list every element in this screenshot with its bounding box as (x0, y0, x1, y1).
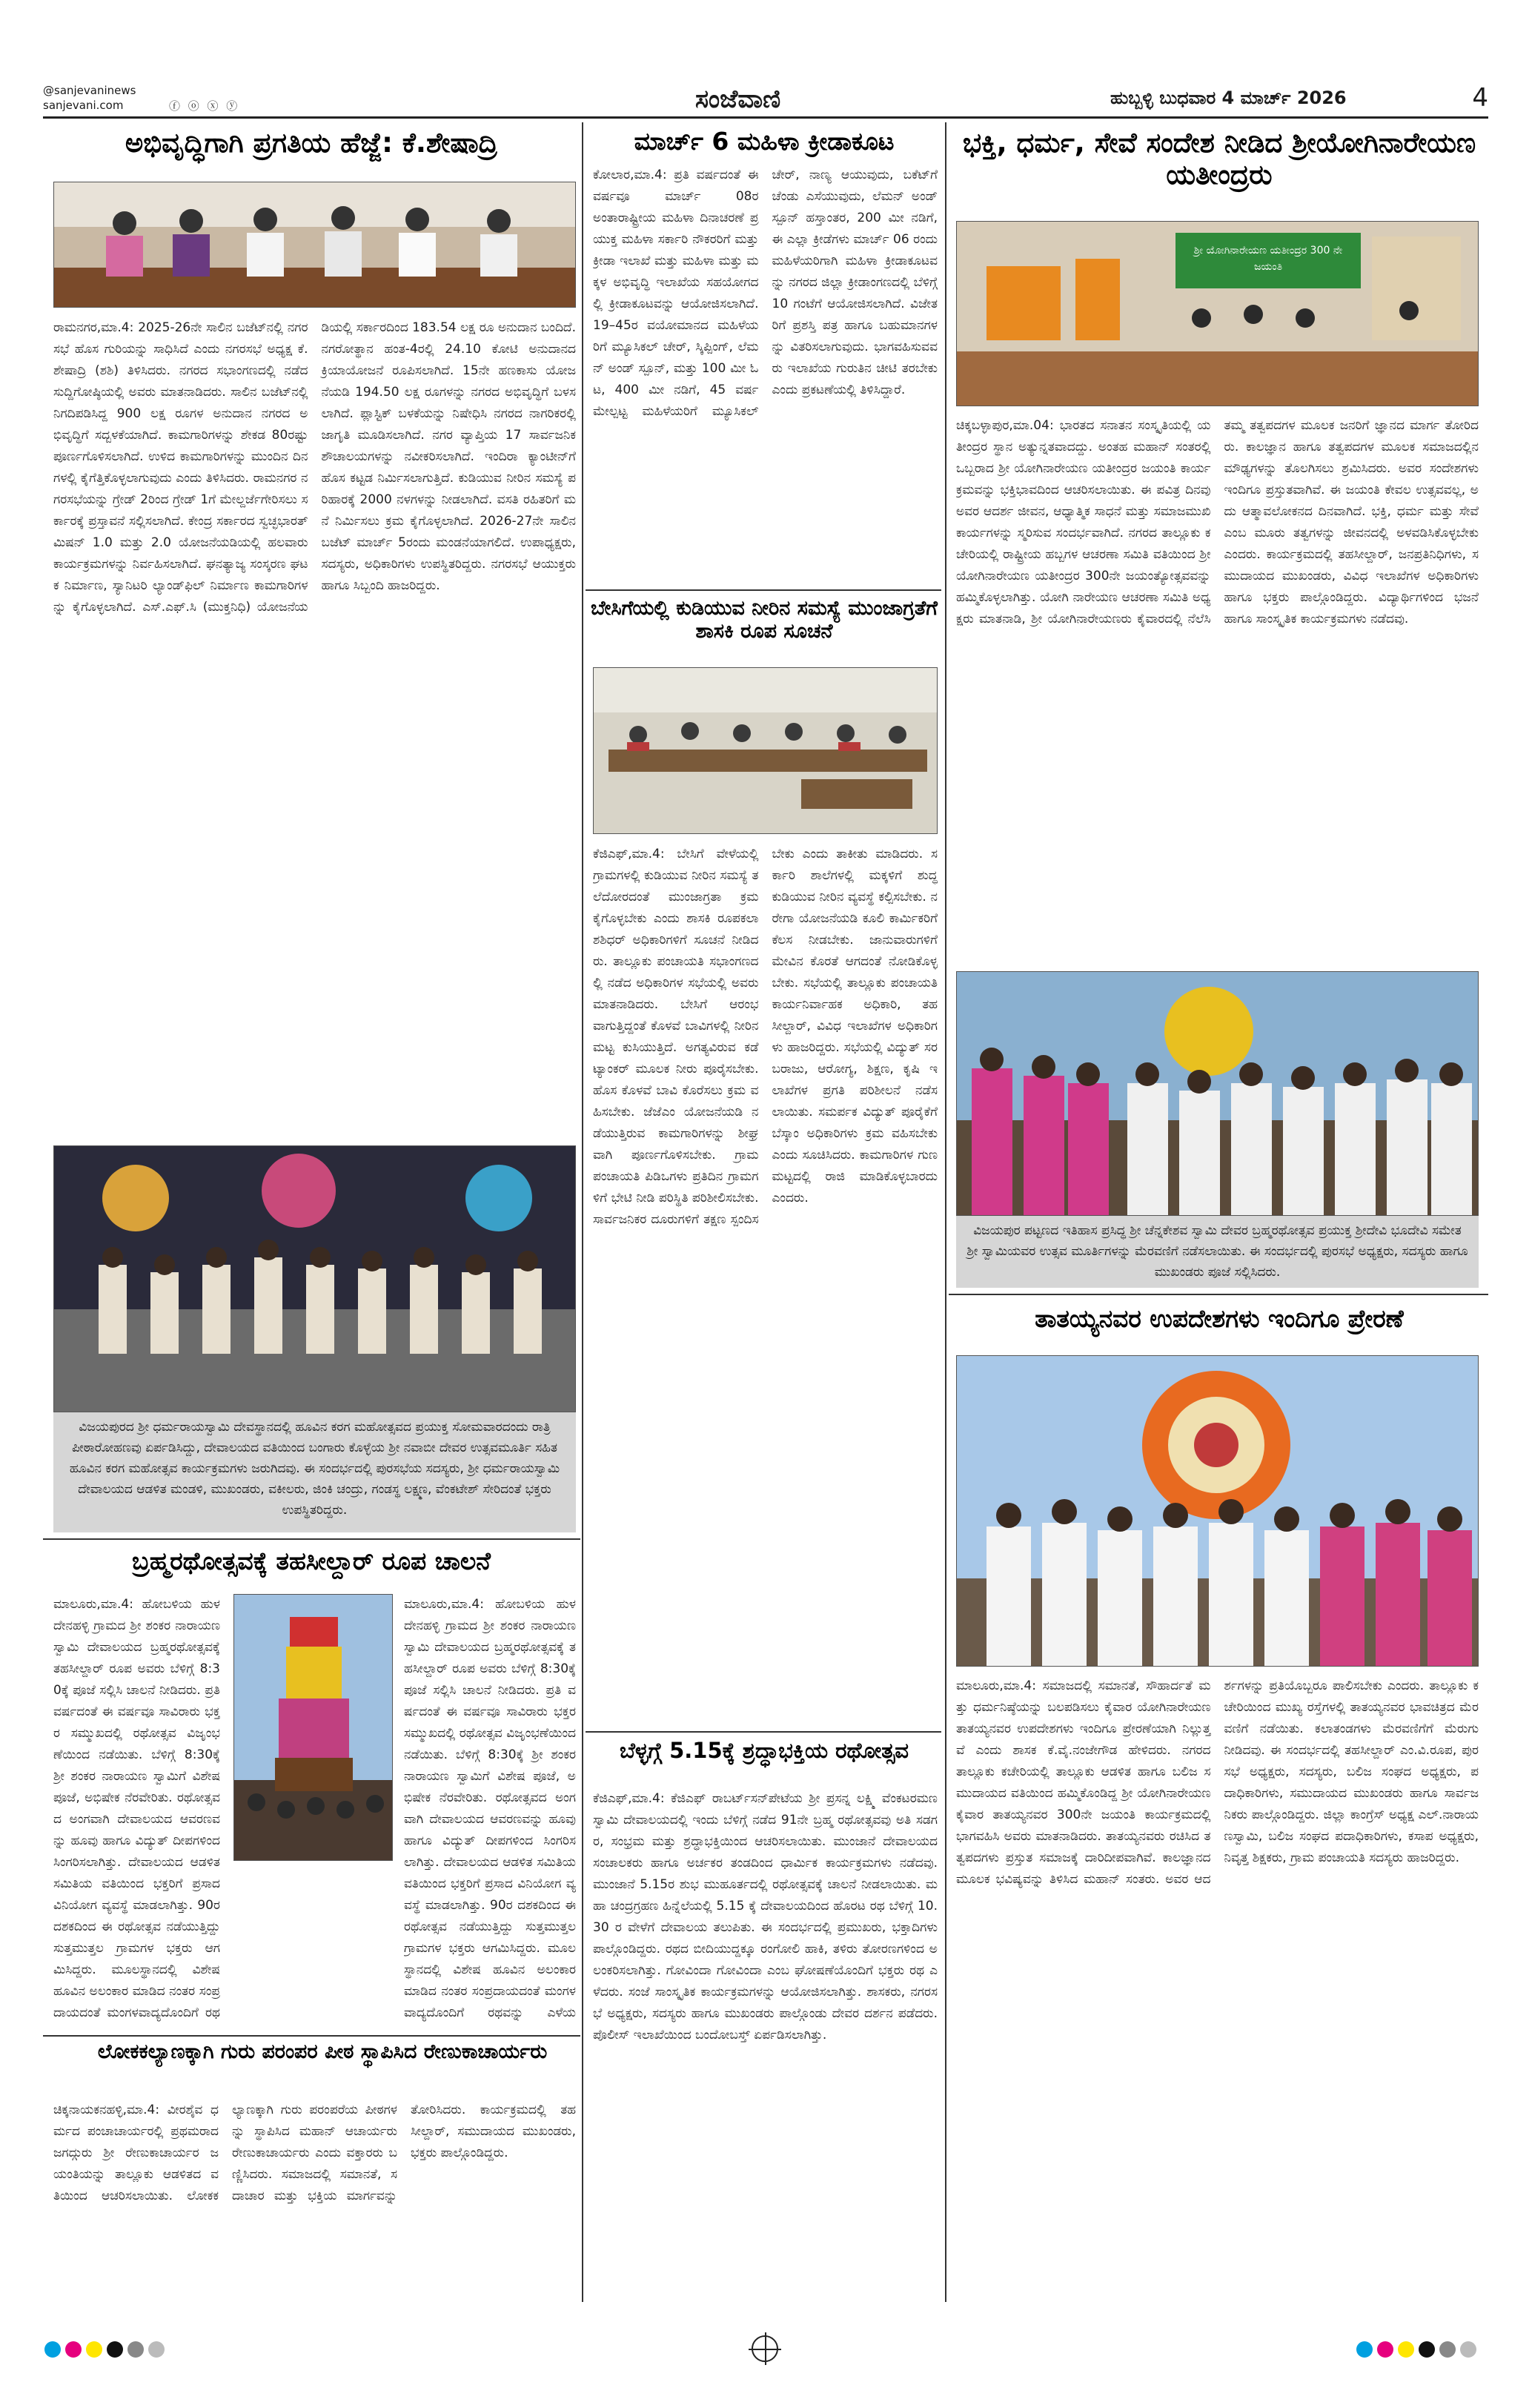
body-a5-text: ಮಾಲೂರು,ಮಾ.4: ಹೋಬಳಿಯ ಹುಳದೇನಹಳ್ಳಿ ಗ್ರಾಮದ ಶ್ರೀ ಶಂಕರ ನಾರಾಯಣಸ್ವಾಮಿ ದೇವಾಲಯದ ಬ್ರಹ್ಮರಥೋತ್ಸವಕ್ಕೆ ತಹಸೀಲ್ದಾರ್ ರೂಪ ಅವರು ಬೆಳಿಗ್ಗೆ 8:30ಕ್ಕೆ ಪೂಜೆ ಸಲ್ಲಿಸಿ ಚಾಲನೆ ನೀಡಿದರು. ಪ್ರತಿ ವರ್ಷದಂತೆ ಈ ವರ್ಷವೂ ಸಾವಿರಾರು ಭಕ್ತರ ಸಮ್ಮುಖದಲ್ಲಿ ರಥೋತ್ಸವ ವಿಜೃಂಭಣೆಯಿಂದ ನಡೆಯಿತು. ಬೆಳಿಗ್ಗೆ 8:30ಕ್ಕೆ ಶ್ರೀ ಶಂಕರ ನಾರಾಯಣ ಸ್ವಾಮಿಗೆ ವಿಶೇಷ ಪೂಜೆ, ಅಭಿಷೇಕ ನೆರವೇರಿತು. ರಥೋತ್ಸವದ ಅಂಗವಾಗಿ ದೇವಾಲಯದ ಆವರಣವನ್ನು ಹೂವು ಹಾಗೂ ವಿದ್ಯುತ್ ದೀಪಗಳಿಂದ ಸಿಂಗರಿಸಲಾಗಿತ್ತು. ದೇವಾಲಯದ ಆಡಳಿತ ಸಮಿತಿಯ ವತಿಯಿಂದ ಭಕ್ತರಿಗೆ ಪ್ರಸಾದ ವಿನಿಯೋಗ ವ್ಯವಸ್ಥೆ ಮಾಡಲಾಗಿತ್ತು. 90ರ ದಶಕದಿಂದ ಈ ರಥೋತ್ಸವ ನಡೆಯುತ್ತಿದ್ದು ಸುತ್ತಮುತ್ತಲ ಗ್ರಾಮಗಳ ಭಕ್ತರು ಆಗಮಿಸಿದ್ದರು. ಮೂಲಸ್ಥಾನದಲ್ಲಿ ವಿಶೇಷ ಹೂವಿನ ಅಲಂಕಾರ ಮಾಡಿದ ನಂತರ ಸಂಪ್ರದಾಯದಂತೆ ಮಂಗಳವಾದ್ಯದೊಂದಿಗೆ ರಥ (53, 1597, 220, 2020)
body-a4: ಕೆಜಿಎಫ್,ಮಾ.4: ಬೇಸಿಗೆ ವೇಳೆಯಲ್ಲಿ ಗ್ರಾಮಗಳಲ್ಲಿ ಕುಡಿಯುವ ನೀರಿನ ಸಮಸ್ಯೆ ತಲೆದೋರದಂತೆ ಮುಂಜಾಗ್ರತಾ ಕ್ರಮ ಕೈಗೊಳ್ಳಬೇಕು ಎಂದು ಶಾಸಕಿ ರೂಪಕಲಾ ಶಶಿಧರ್ ಅಧಿಕಾರಿಗಳಿಗೆ ಸೂಚನೆ ನೀಡಿದರು. ತಾಲ್ಲೂಕು ಪಂಚಾಯತಿ ಸಭಾಂಗಣದಲ್ಲಿ ನಡೆದ ಅಧಿಕಾರಿಗಳ ಸಭೆಯಲ್ಲಿ ಅವರು ಮಾತನಾಡಿದರು. ಬೇಸಿಗೆ ಆರಂಭವಾಗುತ್ತಿದ್ದಂತೆ ಕೊಳವೆ ಬಾವಿಗಳಲ್ಲಿ ನೀರಿನ ಮಟ್ಟ ಕುಸಿಯುತ್ತಿದೆ. ಅಗತ್ಯವಿರುವ ಕಡೆ ಟ್ಯಾಂಕರ್ ಮೂಲಕ ನೀರು ಪೂರೈಸಬೇಕು. ಹೊಸ ಕೊಳವೆ ಬಾವಿ ಕೊರೆಸಲು ಕ್ರಮ ವಹಿಸಬೇಕು. ಜೆಜೆಎಂ ಯೋಜನೆಯಡಿ ನಡೆಯುತ್ತಿರುವ ಕಾಮಗಾರಿಗಳನ್ನು ಶೀಘ್ರವಾಗಿ ಪೂರ್ಣಗೊಳಿಸಬೇಕು. ಗ್ರಾಮ ಪಂಚಾಯತಿ ಪಿಡಿಒಗಳು ಪ್ರತಿದಿನ ಗ್ರಾಮಗಳಿಗೆ ಭೇಟಿ ನೀಡಿ ಪರಿಸ್ಥಿತಿ ಪರಿಶೀಲಿಸಬೇಕು. ಸಾರ್ವಜನಿಕರ ದೂರುಗಳಿಗೆ ತಕ್ಷಣ ಸ್ಪಂದಿಸಬೇಕು ಎಂದು ತಾಕೀತು ಮಾಡಿದರು. ಸರ್ಕಾರಿ ಶಾಲೆಗಳಲ್ಲಿ ಮಕ್ಕಳಿಗೆ ಶುದ್ಧ ಕುಡಿಯುವ ನೀರಿನ ವ್ಯವಸ್ಥೆ ಕಲ್ಪಿಸಬೇಕು. ನರೇಗಾ ಯೋಜನೆಯಡಿ ಕೂಲಿ ಕಾರ್ಮಿಕರಿಗೆ ಕೆಲಸ ನೀಡಬೇಕು. ಜಾನುವಾರುಗಳಿಗೆ ಮೇವಿನ ಕೊರತೆ ಆಗದಂತೆ ನೋಡಿಕೊಳ್ಳಬೇಕು. ಸಭೆಯಲ್ಲಿ ತಾಲ್ಲೂಕು ಪಂಚಾಯತಿ ಕಾರ್ಯನಿರ್ವಾಹಕ ಅಧಿಕಾರಿ, ತಹಸೀಲ್ದಾರ್, ವಿವಿಧ ಇಲಾಖೆಗಳ ಅಧಿಕಾರಿಗಳು ಹಾಜರಿದ್ದರು. ಸಭೆಯಲ್ಲಿ ವಿದ್ಯುತ್ ಸರಬರಾಜು, ಆರೋಗ್ಯ, ಶಿಕ್ಷಣ, ಕೃಷಿ ಇಲಾಖೆಗಳ ಪ್ರಗತಿ ಪರಿಶೀಲನೆ ನಡೆಸಲಾಯಿತು. ಸಮರ್ಪಕ ವಿದ್ಯುತ್ ಪೂರೈಕೆಗೆ ಬೆಸ್ಕಾಂ ಅಧಿಕಾರಿಗಳು ಕ್ರಮ ವಹಿಸಬೇಕು ಎಂದು ಸೂಚಿಸಿದರು. ಕಾಮಗಾರಿಗಳ ಗುಣಮಟ್ಟದಲ್ಲಿ ರಾಜಿ ಮಾಡಿಕೊಳ್ಳಬಾರದು ಎಂದರು. (593, 847, 938, 1227)
photo-chariot (233, 1594, 393, 1861)
color-bar-left (44, 2341, 165, 2358)
headline-a4: ಬೇಸಿಗೆಯಲ್ಲಿ ಕುಡಿಯುವ ನೀರಿನ ಸಮಸ್ಯೆ ಮುಂಜಾಗ್ರತೆಗೆ ಶಾಸಕಿ ರೂಪ ಸೂಚನೆ (591, 597, 938, 644)
body-a5-text-cont: ಮಾಲೂರು,ಮಾ.4: ಹೋಬಳಿಯ ಹುಳದೇನಹಳ್ಳಿ ಗ್ರಾಮದ ಶ್ರೀ ಶಂಕರ ನಾರಾಯಣಸ್ವಾಮಿ ದೇವಾಲಯದ ಬ್ರಹ್ಮರಥೋತ್ಸವಕ್ಕೆ ತಹಸೀಲ್ದಾರ್ ರೂಪ ಅವರು ಬೆಳಿಗ್ಗೆ 8:30ಕ್ಕೆ ಪೂಜೆ ಸಲ್ಲಿಸಿ ಚಾಲನೆ ನೀಡಿದರು. ಪ್ರತಿ ವರ್ಷದಂತೆ ಈ ವರ್ಷವೂ ಸಾವಿರಾರು ಭಕ್ತರ ಸಮ್ಮುಖದಲ್ಲಿ ರಥೋತ್ಸವ ವಿಜೃಂಭಣೆಯಿಂದ ನಡೆಯಿತು. ಬೆಳಿಗ್ಗೆ 8:30ಕ್ಕೆ ಶ್ರೀ ಶಂಕರ ನಾರಾಯಣ ಸ್ವಾಮಿಗೆ ವಿಶೇಷ ಪೂಜೆ, ಅಭಿಷೇಕ ನೆರವೇರಿತು. ರಥೋತ್ಸವದ ಅಂಗವಾಗಿ ದೇವಾಲಯದ ಆವರಣವನ್ನು ಹೂವು ಹಾಗೂ ವಿದ್ಯುತ್ ದೀಪಗಳಿಂದ ಸಿಂಗರಿಸಲಾಗಿತ್ತು. ದೇವಾಲಯದ ಆಡಳಿತ ಸಮಿತಿಯ ವತಿಯಿಂದ ಭಕ್ತರಿಗೆ ಪ್ರಸಾದ ವಿನಿಯೋಗ ವ್ಯವಸ್ಥೆ ಮಾಡಲಾಗಿತ್ತು. 90ರ ದಶಕದಿಂದ ಈ ರಥೋತ್ಸವ ನಡೆಯುತ್ತಿದ್ದು ಸುತ್ತಮುತ್ತಲ ಗ್ರಾಮಗಳ ಭಕ್ತರು ಆಗಮಿಸಿದ್ದರು. ಮೂಲಸ್ಥಾನದಲ್ಲಿ ವಿಶೇಷ ಹೂವಿನ ಅಲಂಕಾರ ಮಾಡಿದ ನಂತರ ಸಂಪ್ರದಾಯದಂತೆ ಮಂಗಳವಾದ್ಯದೊಂದಿಗೆ ರಥವನ್ನು ಎಳೆಯ (404, 1597, 576, 2020)
procession-image (957, 972, 1479, 1216)
body-a5-right (404, 1594, 576, 2028)
newspaper-logo: ಸಂಜೆವಾಣಿ (695, 85, 781, 114)
dateline: ಹುಬ್ಬಳ್ಳಿ ಬುಧವಾರ 4 ಮಾರ್ಚ್ 2026 (1110, 87, 1347, 108)
cyan-swatch (1356, 2341, 1373, 2358)
headline-a3: ಭಕ್ತಿ, ಧರ್ಮ, ಸೇವೆ ಸಂದೇಶ ನೀಡಿದ ಶ್ರೀಯೋಗಿನಾರೇಯಣ ಯತೀಂದ್ರರು (962, 127, 1476, 191)
photo-procession (956, 971, 1479, 1216)
body-a5-left (53, 1594, 220, 2028)
press-meet-image (54, 182, 576, 308)
headline-a2: ಮಾರ್ಚ್ 6 ಮಹಿಳಾ ಕ್ರೀಡಾಕೂಟ (634, 127, 895, 156)
section-rule (586, 589, 941, 591)
cyan-swatch (44, 2341, 61, 2358)
section-rule (949, 1294, 1488, 1295)
gray-swatch (1439, 2341, 1456, 2358)
section-rule (586, 1731, 941, 1733)
black-swatch (1419, 2341, 1435, 2358)
caption-karaga: ವಿಜಯಪುರದ ಶ್ರೀ ಧರ್ಮರಾಯಸ್ವಾಮಿ ದೇವಸ್ಥಾನದಲ್ಲಿ ಹೂವಿನ ಕರಗ ಮಹೋತ್ಸವದ ಪ್ರಯುಕ್ತ ಸೋಮವಾರದಂದು ರಾತ್ರಿ ಪೀಠಾರೋಹಣವು ಏರ್ಪಡಿಸಿದ್ದು, ದೇವಾಲಯದ ವತಿಯಿಂದ ಬಂಗಾರು ಕೊಳ್ಳೆಯ ಶ್ರೀ ನವಾಬೀ ದೇವರ ಉತ್ಸವಮೂರ್ತಿ ಸಹಿತ ಹೂವಿನ ಕರಗ ಮಹೋತ್ಸವ ಕಾರ್ಯಕ್ರಮಗಳು ಜರುಗಿದವು. ಈ ಸಂದರ್ಭದಲ್ಲಿ ಪುರಸಭೆಯ ಸದಸ್ಯರು, ಶ್ರೀ ಧರ್ಮರಾಯಸ್ವಾಮಿ ದೇವಾಲಯದ ಆಡಳಿತ ಮಂಡಳಿ, ಮುಖಂಡರು, ವಕೀಲರು, ಜಿಂಕಿ ಚಂದ್ರು, ಗಂಡಸ್ಥ ಲಕ್ಷ್ಮಣ, ವೆಂಕಟೇಶ್ ಸೇರಿದಂತೆ ಭಕ್ತರು ಉಪಸ್ಥಿತರಿದ್ದರು. (53, 1412, 576, 1532)
page-number: 4 (1472, 83, 1488, 113)
photo-jayanti-stage (956, 221, 1479, 406)
registration-mark-icon (752, 2335, 778, 2362)
column-rule (945, 122, 946, 2302)
headline-a1: ಅಭಿವೃದ್ಧಿಗಾಗಿ ಪ್ರಗತಿಯ ಹೆಜ್ಜೆ: ಕೆ.ಶೇಷಾದ್ರಿ (125, 127, 498, 159)
section-rule (43, 2035, 580, 2037)
magenta-swatch (65, 2341, 82, 2358)
social-icons: ⓕ ⓞ ⓧ ⓨ (169, 99, 240, 113)
column-rule (582, 122, 583, 2302)
headline-a5: ಬ್ರಹ್ಮರಥೋತ್ಸವಕ್ಕೆ ತಹಸೀಲ್ದಾರ್ ರೂಪ ಚಾಲನೆ (132, 1547, 491, 1575)
body-a1: ರಾಮನಗರ,ಮಾ.4: 2025-26ನೇ ಸಾಲಿನ ಬಜೆಟ್‌ನಲ್ಲಿ ನಗರಸಭೆ ಹೊಸ ಗುರಿಯನ್ನು ಸಾಧಿಸಿದೆ ಎಂದು ನಗರಸಭೆ ಅಧ್ಯಕ್ಷ ಕೆ.ಶೇಷಾದ್ರಿ (ಶಶಿ) ತಿಳಿಸಿದರು. ನಗರದ ಸಭಾಂಗಣದಲ್ಲಿ ನಡೆದ ಸುದ್ದಿಗೋಷ್ಠಿಯಲ್ಲಿ ಅವರು ಮಾತನಾಡಿದರು. ಸಾಲಿನ ಬಜೆಟ್‌ನಲ್ಲಿ ನಿಗದಿಪಡಿಸಿದ್ದ 900 ಲಕ್ಷ ರೂಗಳ ಅನುದಾನ ನಗರದ ಅಭಿವೃದ್ಧಿಗೆ ಸದ್ಬಳಕೆಯಾಗಿದೆ. ಕಾಮಗಾರಿಗಳನ್ನು ಶೇಕಡ 80ರಷ್ಟು ಪೂರ್ಣಗೊಳಿಸಲಾಗಿದೆ. ಉಳಿದ ಕಾಮಗಾರಿಗಳನ್ನು ಮುಂದಿನ ದಿನಗಳಲ್ಲಿ ಕೈಗೆತ್ತಿಕೊಳ್ಳಲಾಗುವುದು ಎಂದು ತಿಳಿಸಿದರು. ರಾಮನಗರ ನಗರಸಭೆಯನ್ನು ಗ್ರೇಡ್ 2ರಿಂದ ಗ್ರೇಡ್ 1ಗೆ ಮೇಲ್ದರ್ಜೆಗೇರಿಸಲು ಸರ್ಕಾರಕ್ಕೆ ಪ್ರಸ್ತಾವನೆ ಸಲ್ಲಿಸಲಾಗಿದೆ. ಕೇಂದ್ರ ಸರ್ಕಾರದ ಸ್ವಚ್ಛಭಾರತ್ ಮಿಷನ್ 1.0 ಮತ್ತು 2.0 ಯೋಜನೆಯಡಿಯಲ್ಲಿ ಹಲವಾರು ಕಾರ್ಯಕ್ರಮಗಳನ್ನು ನಿರ್ವಹಿಸಲಾಗಿದೆ. ಘನತ್ಯಾಜ್ಯ ಸಂಸ್ಕರಣ ಘಟಕ ನಿರ್ಮಾಣ, ಸ್ಯಾನಿಟರಿ ಲ್ಯಾಂಡ್‌ಫಿಲ್ ನಿರ್ಮಾಣ ಕಾಮಗಾರಿಗಳನ್ನು ಕೈಗೊಳ್ಳಲಾಗಿದೆ. ಎಸ್.ಎಫ್.ಸಿ (ಮುಕ್ತನಿಧಿ) ಯೋಜನೆಯಡಿಯಲ್ಲಿ ಸರ್ಕಾರದಿಂದ 183.54 ಲಕ್ಷ ರೂ ಅನುದಾನ ಬಂದಿದೆ. ನಗರೋತ್ಥಾನ ಹಂತ-4ರಲ್ಲಿ 24.10 ಕೋಟಿ ಅನುದಾನದ ಕ್ರಿಯಾಯೋಜನೆ ರೂಪಿಸಲಾಗಿದೆ. 15ನೇ ಹಣಕಾಸು ಯೋಜನೆಯಡಿ 194.50 ಲಕ್ಷ ರೂಗಳನ್ನು ನಗರದ ಅಭಿವೃದ್ಧಿಗೆ ಬಳಸಲಾಗಿದೆ. ಪ್ಲಾಸ್ಟಿಕ್ ಬಳಕೆಯನ್ನು ನಿಷೇಧಿಸಿ ನಗರದ ನಾಗರಿಕರಲ್ಲಿ ಜಾಗೃತಿ ಮೂಡಿಸಲಾಗಿದೆ. ನಗರ ವ್ಯಾಪ್ತಿಯ 17 ಸಾರ್ವಜನಿಕ ಶೌಚಾಲಯಗಳನ್ನು ನವೀಕರಿಸಲಾಗಿದೆ. ಇಂದಿರಾ ಕ್ಯಾಂಟೀನ್‌ಗೆ ಹೊಸ ಕಟ್ಟಡ ನಿರ್ಮಿಸಲಾಗುತ್ತಿದೆ. ಕುಡಿಯುವ ನೀರಿನ ಸಮಸ್ಯೆ ಪರಿಹಾರಕ್ಕೆ 2000 ನಳಗಳನ್ನು ನೀಡಲಾಗಿದೆ. ವಸತಿ ರಹಿತರಿಗೆ ಮನೆ ನಿರ್ಮಿಸಲು ಕ್ರಮ ಕೈಗೊಳ್ಳಲಾಗಿದೆ. 2026-27ನೇ ಸಾಲಿನ ಬಜೆಟ್ ಮಾರ್ಚ್ 5ರಂದು ಮಂಡನೆಯಾಗಲಿದೆ. ಉಪಾಧ್ಯಕ್ಷರು, ಸದಸ್ಯರು, ಅಧಿಕಾರಿಗಳು ಉಪಸ್ಥಿತರಿದ್ದರು. ನಗರಸಭೆ ಆಯುಕ್ತರು ಹಾಗೂ ಸಿಬ್ಬಂದಿ ಹಾಜರಿದ್ದರು. (53, 320, 576, 615)
color-bar-right (1356, 2341, 1476, 2358)
body-a3: ಚಿಕ್ಕಬಳ್ಳಾಪುರ,ಮಾ.04: ಭಾರತದ ಸನಾತನ ಸಂಸ್ಕೃತಿಯಲ್ಲಿ ಯತೀಂದ್ರರ ಸ್ಥಾನ ಅತ್ಯುನ್ನತವಾದದ್ದು. ಅಂತಹ ಮಹಾನ್ ಸಂತರಲ್ಲಿ ಒಬ್ಬರಾದ ಶ್ರೀ ಯೋಗಿನಾರೇಯಣ ಯತೀಂದ್ರರ ಜಯಂತಿ ಕಾರ್ಯಕ್ರಮವನ್ನು ಭಕ್ತಿಭಾವದಿಂದ ಆಚರಿಸಲಾಯಿತು. ಈ ಪವಿತ್ರ ದಿನವು ಅವರ ಆದರ್ಶ ಜೀವನ, ಆಧ್ಯಾತ್ಮಿಕ ಸಾಧನೆ ಮತ್ತು ಸಮಾಜಮುಖಿ ಕಾರ್ಯಗಳನ್ನು ಸ್ಮರಿಸುವ ಸಂದರ್ಭವಾಗಿದೆ. ನಗರದ ತಾಲ್ಲೂಕು ಕಚೇರಿಯಲ್ಲಿ ರಾಷ್ಟ್ರೀಯ ಹಬ್ಬಗಳ ಆಚರಣಾ ಸಮಿತಿ ವತಿಯಿಂದ ಶ್ರೀ ಯೋಗಿನಾರೇಯಣ ಯತೀಂದ್ರರ 300ನೇ ಜಯಂತ್ಯೋತ್ಸವವನ್ನು ಹಮ್ಮಿಕೊಳ್ಳಲಾಗಿತ್ತು. ಯೋಗಿ ನಾರೇಯಣ ಆಚರಣಾ ಸಮಿತಿ ಅಧ್ಯಕ್ಷರು ಮಾತನಾಡಿ, ಶ್ರೀ ಯೋಗಿನಾರೇಯಣರು ಕೈವಾರದಲ್ಲಿ ನೆಲೆಸಿ ತಮ್ಮ ತತ್ವಪದಗಳ ಮೂಲಕ ಜನರಿಗೆ ಜ್ಞಾನದ ಮಾರ್ಗ ತೋರಿದರು. ಕಾಲಜ್ಞಾನ ಹಾಗೂ ತತ್ವಪದಗಳ ಮೂಲಕ ಸಮಾಜದಲ್ಲಿನ ಮೌಢ್ಯಗಳನ್ನು ತೊಲಗಿಸಲು ಶ್ರಮಿಸಿದರು. ಅವರ ಸಂದೇಶಗಳು ಇಂದಿಗೂ ಪ್ರಸ್ತುತವಾಗಿವೆ. ಈ ಜಯಂತಿ ಕೇವಲ ಉತ್ಸವವಲ್ಲ, ಅದು ಆತ್ಮಾವಲೋಕನದ ದಿನವಾಗಿದೆ. ಭಕ್ತಿ, ಧರ್ಮ ಮತ್ತು ಸೇವೆ ಎಂಬ ಮೂರು ತತ್ವಗಳನ್ನು ಜೀವನದಲ್ಲಿ ಅಳವಡಿಸಿಕೊಳ್ಳಬೇಕು ಎಂದರು. ಕಾರ್ಯಕ್ರಮದಲ್ಲಿ ತಹಸೀಲ್ದಾರ್, ಜನಪ್ರತಿನಿಧಿಗಳು, ಸಮುದಾಯದ ಮುಖಂಡರು, ವಿವಿಧ ಇಲಾಖೆಗಳ ಅಧಿಕಾರಿಗಳು ಹಾಗೂ ಭಕ್ತರು ಪಾಲ್ಗೊಂಡಿದ್ದರು. ವಿದ್ಯಾರ್ಥಿಗಳಿಂದ ಭಜನೆ ಹಾಗೂ ಸಾಂಸ್ಕೃತಿಕ ಕಾರ್ಯಕ್ರಮಗಳು ನಡೆದವು. (956, 418, 1479, 626)
black-swatch (107, 2341, 123, 2358)
stage-banner-text: ಶ್ರೀ ಯೋಗಿನಾರೇಯಣ ಯತೀಂದ್ರರ 300 ನೇ ಜಯಂತಿ (1193, 245, 1343, 273)
photo-meeting (593, 667, 938, 834)
headline-a8: ತಾತಯ್ಯನವರ ಉಪದೇಶಗಳು ಇಂದಿಗೂ ಪ್ರೇರಣೆ (1035, 1304, 1404, 1333)
lightgray-swatch (148, 2341, 165, 2358)
headline-a7: ಬೆಳ್ಳಗ್ಗೆ 5.15ಕ್ಕೆ ಶ್ರದ್ಧಾಭಕ್ತಿಯ ರಥೋತ್ಸವ (619, 1738, 909, 1763)
yellow-swatch (86, 2341, 102, 2358)
body-a7: ಕೆಜಿಎಫ್,ಮಾ.4: ಕೆಜಿಎಫ್ ರಾಬರ್ಟ್‌ಸನ್‌ಪೇಟೆಯ ಶ್ರೀ ಪ್ರಸನ್ನ ಲಕ್ಷ್ಮಿ ವೆಂಕಟರಮಣಸ್ವಾಮಿ ದೇವಾಲಯದಲ್ಲಿ ಇಂದು ಬೆಳಿಗ್ಗೆ ನಡೆದ 91ನೇ ಬ್ರಹ್ಮ ರಥೋತ್ಸವವು ಅತಿ ಸಡಗರ, ಸಂಭ್ರಮ ಮತ್ತು ಶ್ರದ್ಧಾಭಕ್ತಿಯಿಂದ ಆಚರಿಸಲಾಯಿತು. ಮುಂಜಾನೆ ದೇವಾಲಯದ ಸಂಚಾಲಕರು ಹಾಗೂ ಅರ್ಚಕರ ತಂಡದಿಂದ ಧಾರ್ಮಿಕ ಕಾರ್ಯಕ್ರಮಗಳು ನಡೆದವು. ಮುಂಜಾನೆ 5.15ರ ಶುಭ ಮುಹೂರ್ತದಲ್ಲಿ ರಥೋತ್ಸವಕ್ಕೆ ಚಾಲನೆ ನೀಡಲಾಯಿತು. ಮಹಾ ಚಂದ್ರಗ್ರಹಣ ಹಿನ್ನೆಲೆಯಲ್ಲಿ 5.15 ಕ್ಕೆ ದೇವಾಲಯದಿಂದ ಹೊರಟ ರಥ ಬೆಳಿಗ್ಗೆ 10.30 ರ ವೇಳೆಗೆ ದೇವಾಲಯ ತಲುಪಿತು. ಈ ಸಂದರ್ಭದಲ್ಲಿ ಪ್ರಮುಖರು, ಭಕ್ತಾದಿಗಳು ಪಾಲ್ಗೊಂಡಿದ್ದರು. ರಥದ ಬೀದಿಯುದ್ದಕ್ಕೂ ರಂಗೋಲಿ ಹಾಕಿ, ತಳಿರು ತೋರಣಗಳಿಂದ ಅಲಂಕರಿಸಲಾಗಿತ್ತು. ಗೋವಿಂದಾ ಗೋವಿಂದಾ ಎಂಬ ಘೋಷಣೆಯೊಂದಿಗೆ ಭಕ್ತರು ರಥ ಎಳೆದರು. ಸಂಜೆ ಸಾಂಸ್ಕೃತಿಕ ಕಾರ್ಯಕ್ರಮಗಳನ್ನು ಆಯೋಜಿಸಲಾಗಿತ್ತು. ಶಾಸಕರು, ನಗರಸಭೆ ಅಧ್ಯಕ್ಷರು, ಸದಸ್ಯರು ಹಾಗೂ ಮುಖಂಡರು ಪಾಲ್ಗೊಂಡು ದೇವರ ದರ್ಶನ ಪಡೆದರು. ಪೊಲೀಸ್ ಇಲಾಖೆಯಿಂದ ಬಂದೋಬಸ್ತ್ ಏರ್ಪಡಿಸಲಾಗಿತ್ತು. (593, 1791, 938, 2042)
caption-procession: ವಿಜಯಪುರ ಪಟ್ಟಣದ ಇತಿಹಾಸ ಪ್ರಸಿದ್ಧ ಶ್ರೀ ಚೆನ್ನಕೇಶವ ಸ್ವಾಮಿ ದೇವರ ಬ್ರಹ್ಮರಥೋತ್ಸವ ಪ್ರಯುಕ್ತ ಶ್ರೀದೇವಿ ಭೂದೇವಿ ಸಮೇತ ಶ್ರೀ ಸ್ವಾಮಿಯವರ ಉತ್ಸವ ಮೂರ್ತಿಗಳನ್ನು ಮೆರವಣಿಗೆ ನಡೆಸಲಾಯಿತು. ಈ ಸಂದರ್ಭದಲ್ಲಿ ಪುರಸಭೆ ಅಧ್ಯಕ್ಷರು, ಸದಸ್ಯರು ಹಾಗೂ ಮುಖಂಡರು ಪೂಜೆ ಸಲ್ಲಿಸಿದರು. (956, 1216, 1479, 1288)
headline-a6: ಲೋಕಕಲ್ಯಾಣಕ್ಕಾಗಿ ಗುರು ಪರಂಪರ ಪೀಠ ಸ್ಥಾಪಿಸಿದ ರೇಣುಕಾಚಾರ್ಯರು (97, 2040, 548, 2063)
yellow-swatch (1398, 2341, 1414, 2358)
gray-swatch (127, 2341, 144, 2358)
masthead (43, 83, 1488, 119)
meeting-image (594, 668, 938, 834)
body-a6: ಚಿಕ್ಕನಾಯಕನಹಳ್ಳಿ,ಮಾ.4: ವೀರಶೈವ ಧರ್ಮದ ಪಂಚಾಚಾರ್ಯರಲ್ಲಿ ಪ್ರಥಮರಾದ ಜಗದ್ಗುರು ಶ್ರೀ ರೇಣುಕಾಚಾರ್ಯರ ಜಯಂತಿಯನ್ನು ತಾಲ್ಲೂಕು ಆಡಳಿತದ ವತಿಯಿಂದ ಆಚರಿಸಲಾಯಿತು. ಲೋಕಕಲ್ಯಾಣಕ್ಕಾಗಿ ಗುರು ಪರಂಪರೆಯ ಪೀಠಗಳನ್ನು ಸ್ಥಾಪಿಸಿದ ಮಹಾನ್ ಆಚಾರ್ಯರು ರೇಣುಕಾಚಾರ್ಯರು ಎಂದು ವಕ್ತಾರರು ಬಣ್ಣಿಸಿದರು. ಸಮಾಜದಲ್ಲಿ ಸಮಾನತೆ, ಸದಾಚಾರ ಮತ್ತು ಭಕ್ತಿಯ ಮಾರ್ಗವನ್ನು ತೋರಿಸಿದರು. ಕಾರ್ಯಕ್ರಮದಲ್ಲಿ ತಹಸೀಲ್ದಾರ್, ಸಮುದಾಯದ ಮುಖಂಡರು, ಭಕ್ತರು ಪಾಲ್ಗೊಂಡಿದ್ದರು. (53, 2103, 576, 2203)
photo-karaga (53, 1145, 576, 1412)
section-rule (43, 1538, 580, 1540)
photo-press-meet (53, 182, 576, 308)
chariot-image (234, 1595, 393, 1861)
social-handle: @sanjevaninews sanjevani.com (43, 84, 136, 112)
lightgray-swatch (1460, 2341, 1476, 2358)
body-a2: ಕೋಲಾರ,ಮಾ.4: ಪ್ರತಿ ವರ್ಷದಂತೆ ಈ ವರ್ಷವೂ ಮಾರ್ಚ್ 08ರ ಅಂತಾರಾಷ್ಟ್ರೀಯ ಮಹಿಳಾ ದಿನಾಚರಣೆ ಪ್ರಯುಕ್ತ ಮಹಿಳಾ ಸರ್ಕಾರಿ ನೌಕರರಿಗೆ ಮತ್ತು ಕ್ರೀಡಾ ಇಲಾಖೆ ಮತ್ತು ಮಹಿಳಾ ಮತ್ತು ಮಕ್ಕಳ ಅಭಿವೃದ್ಧಿ ಇಲಾಖೆಯ ಸಹಯೋಗದಲ್ಲಿ ಕ್ರೀಡಾಕೂಟವನ್ನು ಆಯೋಜಿಸಲಾಗಿದೆ. 19–45ರ ವಯೋಮಾನದ ಮಹಿಳೆಯರಿಗೆ ಮ್ಯೂಸಿಕಲ್ ಚೇರ್, ಸ್ಕಿಪ್ಪಿಂಗ್, ಲೆಮನ್ ಅಂಡ್ ಸ್ಪೂನ್, ಮತ್ತು 100 ಮೀ ಓಟ, 400 ಮೀ ನಡಿಗೆ, 45 ವರ್ಷ ಮೇಲ್ಪಟ್ಟ ಮಹಿಳೆಯರಿಗೆ ಮ್ಯೂಸಿಕಲ್ ಚೇರ್, ನಾಣ್ಯ ಆಯುವುದು, ಬಕೆಟ್‌ಗೆ ಚೆಂಡು ಎಸೆಯುವುದು, ಲೆಮನ್ ಅಂಡ್ ಸ್ಪೂನ್ ಹಸ್ತಾಂತರ, 200 ಮೀ ನಡಿಗೆ, ಈ ಎಲ್ಲಾ ಕ್ರೀಡೆಗಳು ಮಾರ್ಚ್ 06 ರಂದು ಮಹಿಳೆಯರಿಗಾಗಿ ಮಹಿಳಾ ಕ್ರೀಡಾಕೂಟವನ್ನು ನಗರದ ಜಿಲ್ಲಾ ಕ್ರೀಡಾಂಗಣದಲ್ಲಿ ಬೆಳಿಗ್ಗೆ 10 ಗಂಟೆಗೆ ಆಯೋಜಿಸಲಾಗಿದೆ. ವಿಜೇತರಿಗೆ ಪ್ರಶಸ್ತಿ ಪತ್ರ ಹಾಗೂ ಬಹುಮಾನಗಳನ್ನು ವಿತರಿಸಲಾಗುವುದು. ಭಾಗವಹಿಸುವವರು ಇಲಾಖೆಯ ಗುರುತಿನ ಚೀಟಿ ತರಬೇಕು ಎಂದು ಪ್ರಕಟಣೆಯಲ್ಲಿ ತಿಳಿಸಿದ್ದಾರೆ. (593, 168, 938, 419)
magenta-swatch (1377, 2341, 1393, 2358)
body-a8: ಮಾಲೂರು,ಮಾ.4: ಸಮಾಜದಲ್ಲಿ ಸಮಾನತೆ, ಸೌಹಾರ್ದತೆ ಮತ್ತು ಧರ್ಮನಿಷ್ಠೆಯನ್ನು ಬಲಪಡಿಸಲು ಕೈವಾರ ಯೋಗಿನಾರೇಯಣ ತಾತಯ್ಯನವರ ಉಪದೇಶಗಳು ಇಂದಿಗೂ ಪ್ರೇರಣೆಯಾಗಿ ನಿಲ್ಲುತ್ತವೆ ಎಂದು ಶಾಸಕ ಕೆ.ವೈ.ನಂಜೇಗೌಡ ಹೇಳಿದರು. ನಗರದ ತಾಲ್ಲೂಕು ಕಚೇರಿಯಲ್ಲಿ ತಾಲ್ಲೂಕು ಆಡಳಿತ ಹಾಗೂ ಬಲಿಜ ಸಮುದಾಯದ ವತಿಯಿಂದ ಹಮ್ಮಿಕೊಂಡಿದ್ದ ಶ್ರೀ ಯೋಗಿನಾರೇಯಣ ಕೈವಾರ ತಾತಯ್ಯನವರ 300ನೇ ಜಯಂತಿ ಕಾರ್ಯಕ್ರಮದಲ್ಲಿ ಭಾಗವಹಿಸಿ ಅವರು ಮಾತನಾಡಿದರು. ತಾತಯ್ಯನವರು ರಚಿಸಿದ ತತ್ವಪದಗಳು ಪ್ರಸ್ತುತ ಸಮಾಜಕ್ಕೆ ದಾರಿದೀಪವಾಗಿವೆ. ಕಾಲಜ್ಞಾನದ ಮೂಲಕ ಭವಿಷ್ಯವನ್ನು ತಿಳಿಸಿದ ಮಹಾನ್ ಸಂತರು. ಅವರ ಆದರ್ಶಗಳನ್ನು ಪ್ರತಿಯೊಬ್ಬರೂ ಪಾಲಿಸಬೇಕು ಎಂದರು. ತಾಲ್ಲೂಕು ಕಚೇರಿಯಿಂದ ಮುಖ್ಯ ರಸ್ತೆಗಳಲ್ಲಿ ತಾತಯ್ಯನವರ ಭಾವಚಿತ್ರದ ಮೆರವಣಿಗೆ ನಡೆಯಿತು. ಕಲಾತಂಡಗಳು ಮೆರವಣಿಗೆಗೆ ಮೆರುಗು ನೀಡಿದವು. ಈ ಸಂದರ್ಭದಲ್ಲಿ ತಹಸೀಲ್ದಾರ್ ಎಂ.ವಿ.ರೂಪ, ಪುರಸಭೆ ಅಧ್ಯಕ್ಷರು, ಸದಸ್ಯರು, ಬಲಿಜ ಸಂಘದ ಅಧ್ಯಕ್ಷರು, ಪದಾಧಿಕಾರಿಗಳು, ಸಮುದಾಯದ ಮುಖಂಡರು ಹಾಗೂ ಸಾರ್ವಜನಿಕರು ಪಾಲ್ಗೊಂಡಿದ್ದರು. ಜಿಲ್ಲಾ ಕಾಂಗ್ರೆಸ್ ಅಧ್ಯಕ್ಷ ಎಲ್.ನಾರಾಯಣಸ್ವಾಮಿ, ಬಲಿಜ ಸಂಘದ ಪದಾಧಿಕಾರಿಗಳು, ಕಸಾಪ ಅಧ್ಯಕ್ಷರು, ನಿವೃತ್ತ ಶಿಕ್ಷಕರು, ಗ್ರಾಮ ಪಂಚಾಯತಿ ಸದಸ್ಯರು ಹಾಜರಿದ್ದರು. (956, 1678, 1479, 1887)
karaga-festival-image (54, 1146, 576, 1412)
tatayya-procession-image (957, 1356, 1479, 1667)
photo-tatayya-procession (956, 1355, 1479, 1667)
